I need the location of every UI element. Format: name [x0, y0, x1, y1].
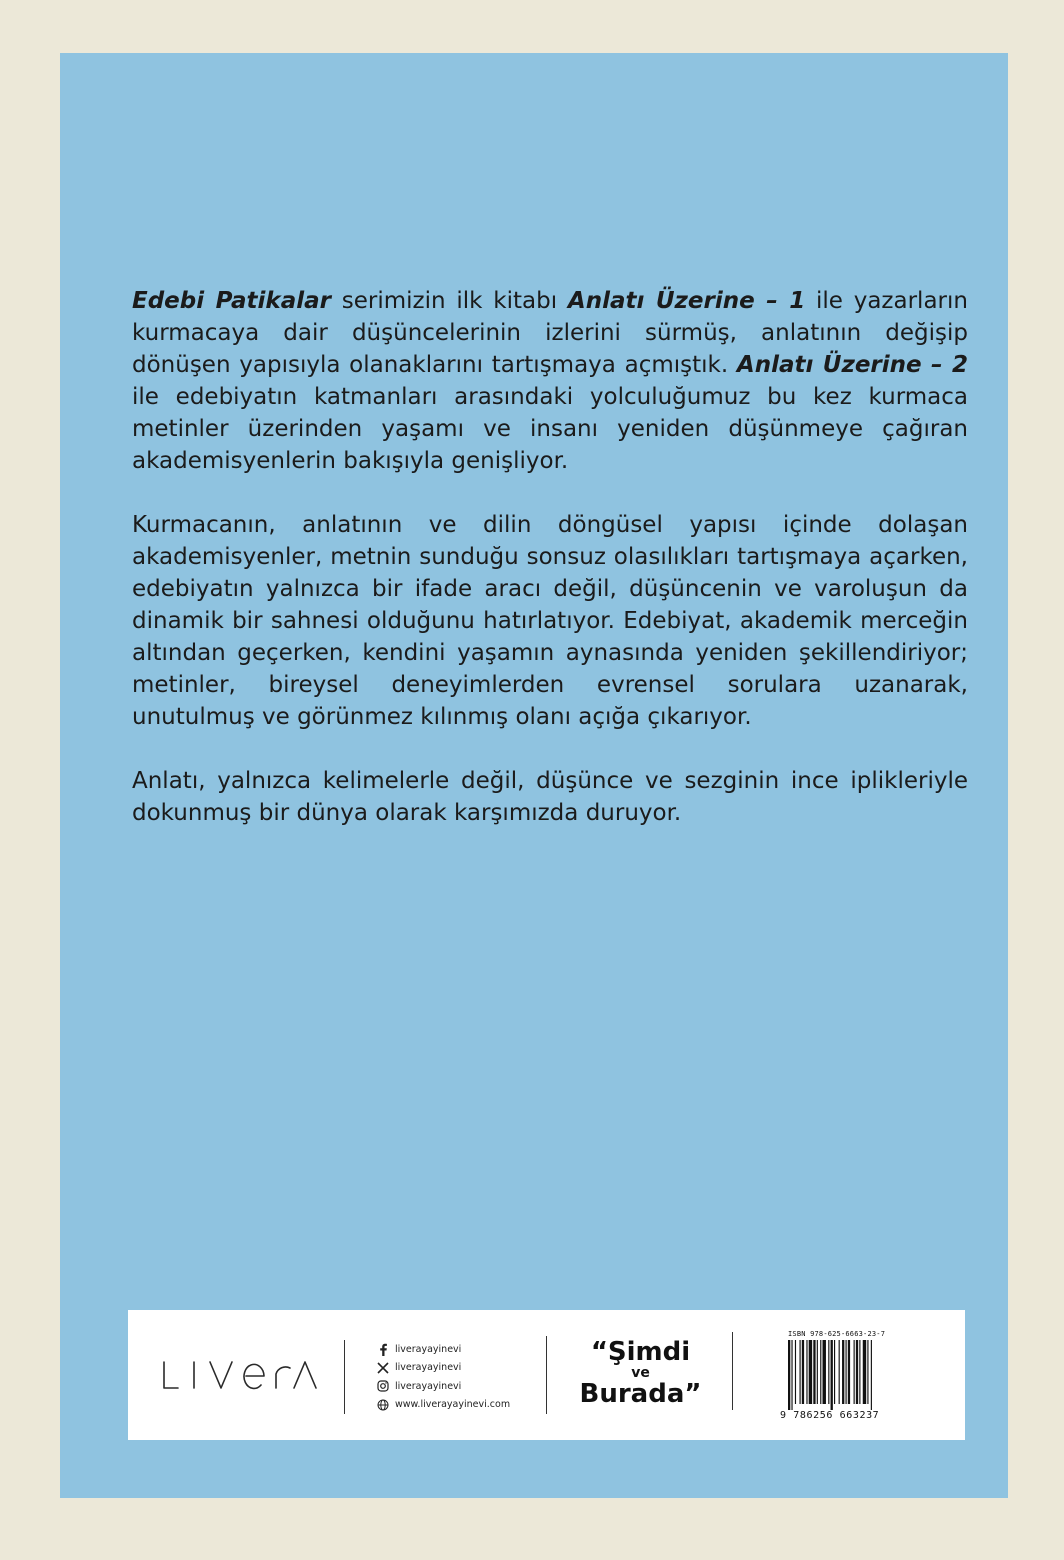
book-title-emphasis: Edebi Patikalar — [132, 288, 331, 314]
barcode-bar — [820, 1340, 821, 1404]
social-x[interactable] — [376, 1359, 546, 1378]
blurb-text-run: ile yazarların kurmacaya dair düşüncelerinin izlerini sürmüş, anlatının değişip dönüşen yapısıyla olanaklarını tartışmaya açmıştık. — [132, 288, 968, 378]
website-url: www.liverayayinevi.com — [395, 1399, 511, 1411]
instagram-handle: liverayayinevi — [395, 1380, 462, 1392]
barcode-bar — [809, 1340, 812, 1404]
book-title-emphasis: Anlatı Üzerine – 1 — [567, 288, 806, 314]
barcode-bar — [800, 1340, 801, 1404]
x-handle: liverayayinevi — [395, 1362, 462, 1374]
series-title — [568, 1338, 713, 1408]
social-instagram[interactable] — [376, 1377, 546, 1396]
blurb-text-run: serimizin ilk kitabı — [330, 288, 568, 314]
barcode-bar — [834, 1340, 835, 1404]
barcode-bar — [791, 1340, 792, 1410]
blurb-paragraph-1 — [132, 285, 968, 477]
social-website[interactable] — [376, 1396, 546, 1415]
x-icon — [376, 1361, 390, 1375]
barcode-bar — [823, 1340, 826, 1404]
barcode-bar — [871, 1340, 872, 1410]
facebook-icon — [376, 1342, 390, 1356]
blurb-paragraph-2: Kurmacanın, anlatının ve dilin döngüsel yapısı içinde dolaşan akademisyenler, metnin sunduğu sonsuz olasılıkları tartışmaya açarken, edebiyatın yalnızca bir ifade aracı değil, düşüncenin ve varoluşun da dinamik bir sahnesi olduğunu hatırlatıyor. Edebiyat, akademik merceğin altından geçerken, kendini yaşamın aynasında yeniden şekillendiriyor; metinler, bireysel deneyimlerden evrensel sorulara uzanarak, unutulmuş ve görünmez kılınmış olanı açığa çıkarıyor. — [132, 512, 968, 730]
barcode-bar — [788, 1340, 790, 1410]
isbn-barcode — [780, 1330, 900, 1422]
isbn-label: ISBN 978-625-6663-23-7 — [788, 1330, 886, 1338]
barcode-bar — [813, 1340, 815, 1404]
barcode-bar — [846, 1340, 847, 1404]
barcode-bar — [842, 1340, 844, 1404]
globe-icon — [376, 1398, 390, 1412]
barcode-bar — [795, 1340, 796, 1404]
instagram-icon — [376, 1379, 390, 1393]
blurb-text-run: ile edebiyatın katmanları arasındaki yolculuğumuz bu kez kurmaca metinler üzerinden yaşamı ve insanı yeniden düşünmeye çağıran akademisyenlerin bakışıyla genişliyor. — [132, 384, 968, 474]
book-title-emphasis: Anlatı Üzerine – 2 — [736, 352, 968, 378]
social-links — [376, 1340, 546, 1414]
divider-1 — [344, 1340, 345, 1414]
blurb-text — [132, 285, 968, 861]
back-cover — [60, 53, 1008, 1498]
social-facebook[interactable] — [376, 1340, 546, 1359]
barcode-bar — [854, 1340, 855, 1404]
blurb-paragraph-3: Anlatı, yalnızca kelimelerle değil, düşünce ve sezginin ince iplikleriyle dokunmuş bir dünya olarak karşımızda duruyor. — [132, 768, 968, 826]
barcode-bar — [802, 1340, 804, 1404]
barcode-bar — [828, 1340, 829, 1404]
barcode-bar — [831, 1340, 833, 1410]
barcode-bar — [867, 1340, 868, 1404]
divider-3 — [732, 1332, 733, 1410]
barcode-bar — [848, 1340, 850, 1404]
series-title-line-1: “Şimdi — [590, 1337, 691, 1367]
livera-logo — [160, 1358, 320, 1392]
barcode-bar — [863, 1340, 866, 1404]
barcode-bar — [806, 1340, 807, 1404]
barcode-bar — [856, 1340, 858, 1404]
barcode-bars — [788, 1340, 900, 1410]
divider-2 — [546, 1336, 547, 1414]
isbn-digits: 9 786256 663237 — [780, 1410, 880, 1421]
publisher-footer — [128, 1310, 965, 1440]
series-title-line-3: Burada” — [579, 1379, 702, 1409]
barcode-bar — [839, 1340, 840, 1404]
livera-logo-icon — [160, 1358, 320, 1392]
facebook-handle: liverayayinevi — [395, 1343, 462, 1355]
series-title-line-2: ve — [631, 1365, 650, 1381]
barcode-bar — [817, 1340, 818, 1404]
barcode-bar — [859, 1340, 860, 1404]
